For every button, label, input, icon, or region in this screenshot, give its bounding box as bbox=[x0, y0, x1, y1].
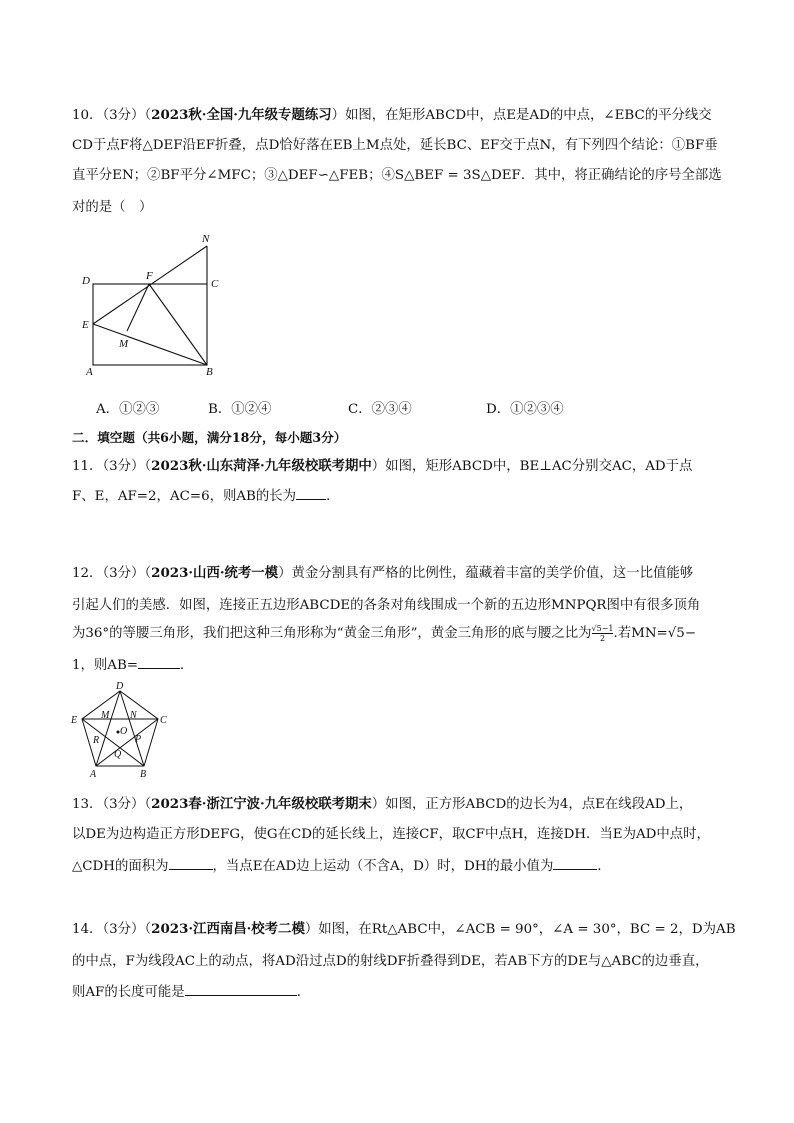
q11-line-1: 11．（3分）（2023秋·山东菏泽·九年级校联考期中）如图，矩形ABCD中，BE⊥AC分别交AC，AD于点 bbox=[72, 458, 693, 474]
choice-b[interactable]: B．①②④ bbox=[208, 402, 272, 417]
q10-line-2: CD于点F将△DEF沿EF折叠，点D恰好落在EB上M点处，延长BC、EF交于点N，有下列四个结论：①BF垂 bbox=[72, 138, 718, 153]
label-p: P bbox=[135, 734, 142, 745]
rect-abcd bbox=[93, 284, 207, 365]
q13-line-1: 13．（3分）（2023春·浙江宁波·九年级校联考期末）如图，正方形ABCD的边长为4，点E在线段AD上， bbox=[72, 796, 693, 812]
q12-line-2: 引起人们的美感．如图，连接正五边形ABCDE的各条对角线围成一个新的五边形MNPQR图中有很多顶角 bbox=[72, 598, 701, 613]
q12-source: 2023·山西·统考一模 bbox=[151, 565, 279, 581]
q10-line-1: 10．（3分）（2023秋·全国·九年级专题练习）如图，在矩形ABCD中，点E是AD的中点，∠EBC的平分线交 bbox=[72, 107, 712, 123]
label-q: Q bbox=[114, 749, 122, 760]
choice-c[interactable]: C．②③④ bbox=[348, 402, 412, 417]
label-o: O bbox=[120, 726, 128, 737]
q11-answer-blank[interactable] bbox=[296, 486, 326, 500]
q12-answer-blank[interactable] bbox=[138, 655, 180, 669]
label-n: N bbox=[202, 233, 210, 245]
label-c: C bbox=[211, 278, 219, 290]
q14-line-1: 14．（3分）（2023·江西南昌·校考二模）如图，在Rt△ABC中，∠ACB = 90°，∠A = 30°，BC = 2，D为AB bbox=[72, 921, 736, 937]
section-title-fill-in: 二．填空题（共6小题，满分18分，每小题3分） bbox=[72, 430, 347, 445]
label-b: B bbox=[140, 769, 147, 780]
q10-source: 2023秋·全国·九年级专题练习 bbox=[151, 107, 332, 123]
q14-source: 2023·江西南昌·校考二模 bbox=[151, 921, 305, 937]
label-m: M bbox=[119, 338, 129, 350]
label-e: E bbox=[82, 319, 89, 331]
q12-line-4: 1，则AB= ． bbox=[72, 654, 193, 673]
q12-line-3: 为36°的等腰三角形，我们把这种三角形称为“黄金三角形”，黄金三角形的底与腰之比为 $\frac{√5-1}{2}$ .若MN=√5− bbox=[72, 624, 697, 643]
q13-answer-blank-1[interactable] bbox=[169, 856, 213, 870]
q10-line-3: 直平分EN；②BF平分∠MFC；③△DEF∽△FEB；④S△BEF = 3S△DEF．其中，将正确结论的序号全部选 bbox=[72, 168, 722, 183]
label-c: C bbox=[160, 715, 167, 726]
label-n: N bbox=[130, 710, 137, 721]
q10-figure-rectangle bbox=[78, 228, 228, 380]
q12-figure-pentagon bbox=[62, 680, 174, 780]
label-b: B bbox=[206, 366, 213, 378]
label-a: A bbox=[90, 769, 97, 780]
segment-fb bbox=[149, 284, 207, 365]
label-d: D bbox=[82, 275, 90, 287]
label-e: E bbox=[71, 715, 78, 726]
label-d: D bbox=[116, 681, 124, 692]
golden-ratio-fraction: $\frac{√5-1}{2}$ bbox=[591, 624, 614, 643]
q14-answer-blank[interactable] bbox=[185, 982, 297, 996]
q11-line-2: F、E，AF=2，AC=6，则AB的长为 ． bbox=[72, 485, 339, 504]
q11-source: 2023秋·山东菏泽·九年级校联考期中 bbox=[151, 458, 372, 474]
q13-line-3: △CDH的面积为 ，当点E在AD边上运动（不含A，D）时，DH的最小值为 ． bbox=[72, 855, 611, 874]
q14-line-2: 的中点，F为线段AC上的动点，将AD沿过点D的射线DF折叠得到DE，若AB下方的DE与△ABC的边垂直， bbox=[72, 954, 709, 969]
q14-line-3: 则AF的长度可能是 ． bbox=[72, 981, 310, 1000]
choice-d[interactable]: D．①②③④ bbox=[486, 402, 564, 417]
q10-line-4: 对的是（ ） bbox=[72, 200, 153, 215]
q12-line-1: 12．（3分）（2023·山西·统考一模）黄金分割具有严格的比例性，蕴藏着丰富的美学价值，这一比值能够 bbox=[72, 565, 694, 581]
q13-line-2: 以DE为边构造正方形DEFG，使G在CD的延长线上，连接CF，取CF中点H，连接DH．当E为AD中点时， bbox=[72, 827, 710, 842]
q13-source: 2023春·浙江宁波·九年级校联考期末 bbox=[151, 796, 372, 812]
label-r: R bbox=[93, 735, 100, 746]
label-a: A bbox=[86, 366, 93, 378]
choice-a[interactable]: A．①②③ bbox=[96, 402, 160, 417]
q13-answer-blank-2[interactable] bbox=[553, 856, 597, 870]
segment-fm bbox=[127, 284, 149, 331]
label-f: F bbox=[146, 270, 153, 282]
label-m: M bbox=[101, 710, 110, 721]
segment-eb bbox=[93, 324, 207, 365]
